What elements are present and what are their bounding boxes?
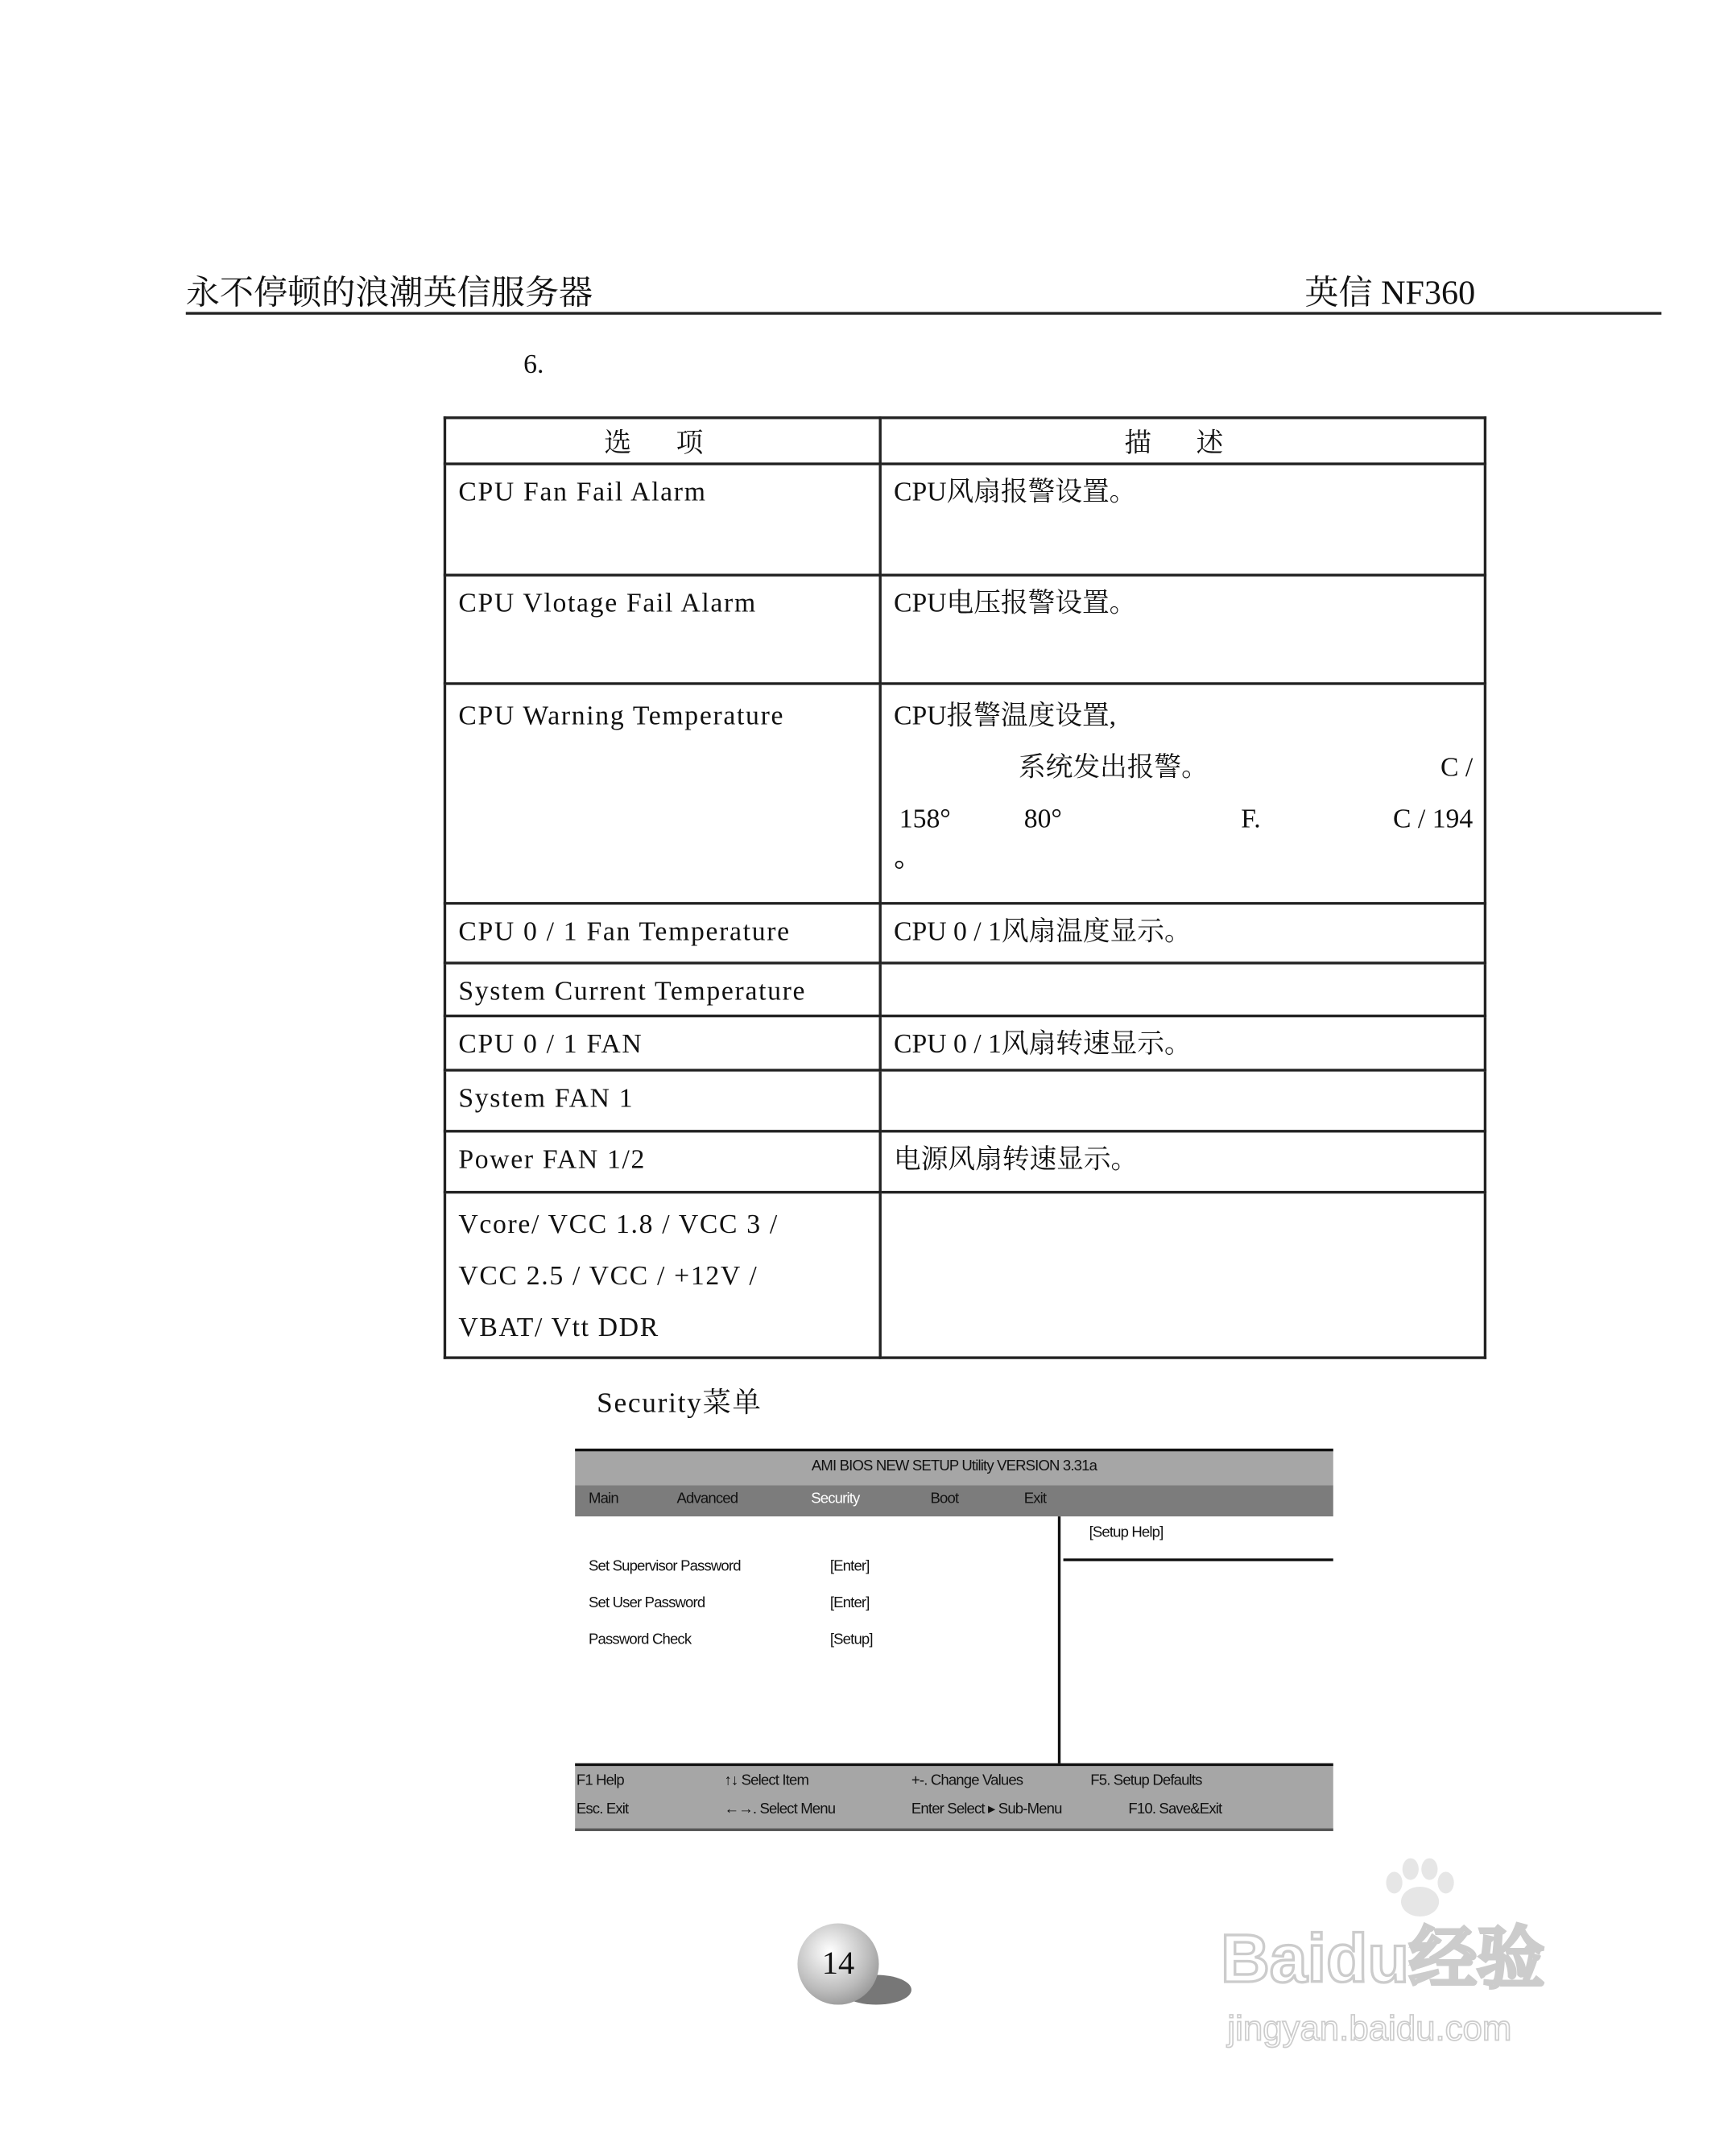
bios-menu-exit[interactable]: Exit xyxy=(1023,1491,1047,1507)
bios-item-value[interactable]: [Enter] xyxy=(829,1558,870,1575)
column-header-description: 描 述 xyxy=(880,418,1485,464)
paw-icon xyxy=(1373,1859,1468,1918)
description-cell xyxy=(880,684,1485,903)
header-rule xyxy=(186,312,1662,314)
option-cell xyxy=(444,1193,880,1358)
bios-item-value[interactable]: [Setup] xyxy=(829,1631,873,1648)
description-cell: CPU 0 / 1风扇转速显示。 xyxy=(880,1016,1485,1070)
bios-item-value[interactable]: [Enter] xyxy=(829,1594,870,1612)
column-header-option: 选 项 xyxy=(444,418,880,464)
option-cell: Power FAN 1/2 xyxy=(444,1131,880,1193)
page-number: 14 xyxy=(797,1923,878,2004)
option-line: Vcore/ VCC 1.8 / VCC 3 / xyxy=(458,1209,779,1240)
description-line: CPU报警温度设置, xyxy=(894,701,1117,731)
description-cell xyxy=(880,1193,1485,1358)
bios-footer-key: Esc. Exit xyxy=(576,1801,629,1818)
description-line: 80° xyxy=(1023,804,1062,834)
table-row xyxy=(444,1016,1485,1070)
bios-menu-boot[interactable]: Boot xyxy=(930,1491,959,1507)
description-cell: CPU风扇报警设置。 xyxy=(880,464,1485,575)
bios-item-user-password[interactable]: Set User Password xyxy=(589,1594,705,1612)
description-cell: CPU电压报警设置。 xyxy=(880,575,1485,684)
description-cell: CPU 0 / 1风扇温度显示。 xyxy=(880,903,1485,963)
section-number: 6. xyxy=(523,349,544,380)
bios-title: AMI BIOS NEW SETUP Utility VERSION 3.31a xyxy=(575,1449,1333,1485)
options-table xyxy=(444,416,1486,1359)
bios-footer xyxy=(575,1764,1333,1831)
option-cell: CPU Vlotage Fail Alarm xyxy=(444,575,880,684)
table-row xyxy=(444,575,1485,684)
bios-footer-key: F10. Save&Exit xyxy=(1128,1801,1222,1818)
baidu-watermark xyxy=(1221,1859,1655,2062)
bios-help-rule xyxy=(1064,1558,1333,1561)
option-cell: CPU Fan Fail Alarm xyxy=(444,464,880,575)
bios-footer-key: Enter Select ▸ Sub-Menu xyxy=(911,1801,1062,1818)
watermark-brand: Baidu经验 xyxy=(1220,1921,1545,1997)
option-cell: System Current Temperature xyxy=(444,963,880,1016)
table-row xyxy=(444,464,1485,575)
bios-menu-bar xyxy=(575,1485,1333,1516)
option-cell: CPU 0 / 1 Fan Temperature xyxy=(444,903,880,963)
option-cell: System FAN 1 xyxy=(444,1070,880,1131)
description-line: C / xyxy=(1440,752,1474,783)
description-cell xyxy=(880,963,1485,1016)
table-row xyxy=(444,1070,1485,1131)
table-row xyxy=(444,903,1485,963)
watermark-url: jingyan.baidu.com xyxy=(1227,2007,1512,2049)
description-cell: 电源风扇转速显示。 xyxy=(880,1131,1485,1193)
option-line: VBAT/ Vtt DDR xyxy=(458,1313,659,1343)
table-row xyxy=(444,963,1485,1016)
option-line: VCC 2.5 / VCC / +12V / xyxy=(458,1261,758,1292)
bios-footer-key: +-. Change Values xyxy=(911,1772,1023,1789)
bios-item-password-check[interactable]: Password Check xyxy=(589,1631,692,1648)
bios-footer-key: ←→. Select Menu xyxy=(724,1801,836,1818)
bios-menu-security[interactable]: Security xyxy=(811,1491,860,1507)
description-line: C / 194 xyxy=(1393,804,1474,834)
bios-footer-key: F1 Help xyxy=(576,1772,624,1789)
description-cell xyxy=(880,1070,1485,1131)
table-row xyxy=(444,1193,1485,1358)
bios-footer-key: F5. Setup Defaults xyxy=(1090,1772,1202,1789)
bios-item-supervisor-password[interactable]: Set Supervisor Password xyxy=(589,1558,741,1575)
bios-footer-key: ↑↓ Select Item xyxy=(724,1772,809,1789)
description-line: ° xyxy=(894,855,905,886)
header-right: 英信 NF360 xyxy=(1304,275,1476,312)
bios-help-title: [Setup Help] xyxy=(1089,1524,1164,1541)
header-left: 永不停顿的浪潮英信服务器 xyxy=(185,275,593,312)
bios-menu-advanced[interactable]: Advanced xyxy=(676,1491,738,1507)
security-caption: Security菜单 xyxy=(597,1386,763,1419)
description-line: F. xyxy=(1241,804,1261,834)
description-line: 系统发出报警。 xyxy=(1018,752,1209,783)
table-row xyxy=(444,1131,1485,1193)
option-cell: CPU Warning Temperature xyxy=(444,684,880,903)
bios-screenshot xyxy=(575,1449,1333,1826)
option-cell: CPU 0 / 1 FAN xyxy=(444,1016,880,1070)
bios-menu-main[interactable]: Main xyxy=(589,1491,618,1507)
bios-divider xyxy=(1058,1516,1060,1766)
description-line: 158° xyxy=(899,804,951,834)
table-row xyxy=(444,684,1485,903)
